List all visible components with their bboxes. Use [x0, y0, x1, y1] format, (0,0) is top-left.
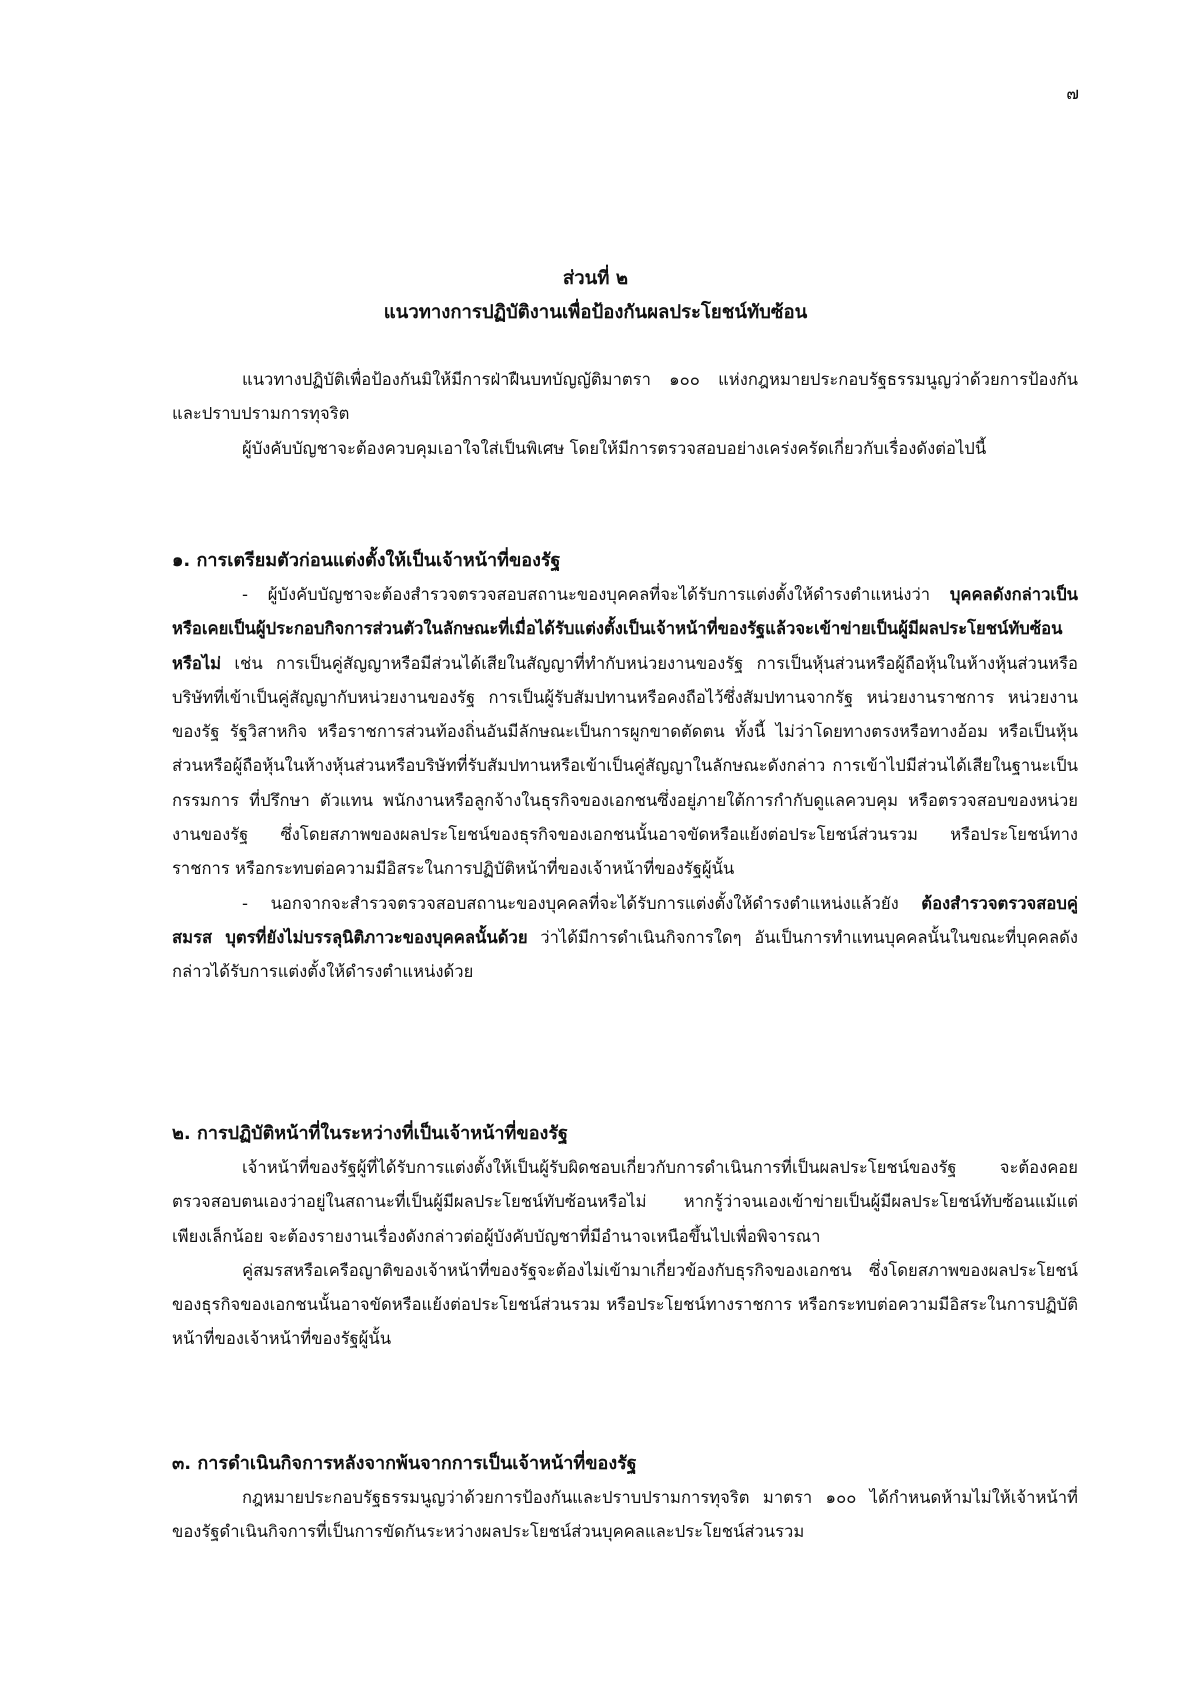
bold-text-run: ต้องสำรวจตรวจสอบคู่สมรส บุตรที่ยังไม่บรรลุนิติภาวะของบุคคลนั้นด้วย — [172, 893, 1078, 947]
section-title: แนวทางการปฏิบัติงานเพื่อป้องกันผลประโยชน์ทับซ้อน — [383, 302, 808, 323]
section-label: ส่วนที่ ๒ — [562, 268, 629, 289]
section-2 — [172, 1117, 1078, 1357]
section-3 — [172, 1447, 1078, 1550]
section-2-heading: ๒. การปฏิบัติหน้าที่ในระหว่างที่เป็นเจ้าหน้าที่ของรัฐ — [172, 1123, 568, 1144]
text-run: เช่น การเป็นคู่สัญญาหรือมีส่วนได้เสียในสัญญาที่ทำกับหน่วยงานของรัฐ การเป็นหุ้นส่วนหรือผู้ถือหุ้นในห้างหุ้นส่วนหรือบริษัทที่เข้าเป็นคู่สัญญากับหน่วยงานของรัฐ การเป็นผู้รับสัมปทานหรือคงถือไว้ซึ่งสัมปทานจากรัฐ หน่วยงานราชการ หน่วยงานของรัฐ รัฐวิสาหกิจ หรือราชการส่วนท้องถิ่นอันมีลักษณะเป็นการผูกขาดตัดตน ทั้งนี้ ไม่ว่าโดยทางตรงหรือทางอ้อม หรือเป็นหุ้นส่วนหรือผู้ถือหุ้นในห้างหุ้นส่วนหรือบริษัทที่รับสัมปทานหรือเข้าเป็นคู่สัญญาในลักษณะดังกล่าว การเข้าไปมีส่วนได้เสียในฐานะเป็นกรรมการ ที่ปรึกษา ตัวแทน พนักงานหรือลูกจ้างในธุรกิจของเอกชนซึ่งอยู่ภายใต้การกำกับดูแลควบคุม หรือตรวจสอบของหน่วยงานของรัฐ ซึ่งโดยสภาพของผลประโยชน์ของธุรกิจของเอกชนนั้นอาจขัดหรือแย้งต่อประโยชน์ส่วนรวม หรือประโยชน์ทางราชการ หรือกระทบต่อความมีอิสระในการปฏิบัติหน้าที่ของเจ้าหน้าที่ของรัฐผู้นั้น — [172, 653, 1078, 879]
section-1 — [172, 544, 1078, 990]
text-run: - นอกจากจะสำรวจตรวจสอบสถานะของบุคคลที่จะได้รับการแต่งตั้งให้ดำรงตำแหน่งแล้วยัง — [242, 893, 922, 913]
intro-block — [172, 363, 1078, 466]
section-3-paragraph: กฎหมายประกอบรัฐธรรมนูญว่าด้วยการป้องกันและปราบปรามการทุจริต มาตรา ๑๐๐ ได้กำหนดห้ามไม่ให้เจ้าหน้าที่ของรัฐดำเนินกิจการที่เป็นการขัดกันระหว่างผลประโยชน์ส่วนบุคคลและประโยชน์ส่วนรวม — [172, 1488, 1078, 1542]
section-2-paragraph: เจ้าหน้าที่ของรัฐผู้ที่ได้รับการแต่งตั้งให้เป็นผู้รับผิดชอบเกี่ยวกับการดำเนินการที่เป็นผลประโยชน์ของรัฐ จะต้องคอยตรวจสอบตนเองว่าอยู่ในสถานะที่เป็นผู้มีผลประโยชน์ทับซ้อนหรือไม่ หากรู้ว่าจนเองเข้าข่ายเป็นผู้มีผลประโยชน์ทับซ้อนแม้แต่เพียงเล็กน้อย จะต้องรายงานเรื่องดังกล่าวต่อผู้บังคับบัญชาที่มีอำนาจเหนือขึ้นไปเพื่อพิจารณา — [172, 1158, 1078, 1246]
intro-paragraph: ผู้บังคับบัญชาจะต้องควบคุมเอาใจใส่เป็นพิเศษ โดยให้มีการตรวจสอบอย่างเคร่งครัดเกี่ยวกับเรื่องดังต่อไปนี้ — [242, 438, 987, 458]
page-number: ๗ — [1066, 84, 1079, 104]
section-1-heading: ๑. การเตรียมตัวก่อนแต่งตั้งให้เป็นเจ้าหน้าที่ของรัฐ — [172, 550, 561, 571]
bold-text-run: บุคคลดังกล่าวเป็นหรือเคยเป็นผู้ประกอบกิจการส่วนตัวในลักษณะที่เมื่อได้รับแต่งตั้งเป็นเจ้าหน้าที่ของรัฐแล้วจะเข้าข่ายเป็นผู้มีผลประโยชน์ทับซ้อนหรือไม่ — [172, 585, 1078, 673]
text-run: - ผู้บังคับบัญชาจะต้องสำรวจตรวจสอบสถานะของบุคคลที่จะได้รับการแต่งตั้งให้ดำรงตำแหน่งว่า — [242, 585, 950, 604]
intro-paragraph: แนวทางปฏิบัติเพื่อป้องกันมิให้มีการฝ่าฝืนบทบัญญัติมาตรา ๑๐๐ แห่งกฎหมายประกอบรัฐธรรมนูญว่าด้วยการป้องกันและปราบปรามการทุจริต — [172, 370, 1078, 424]
section-1-paragraph — [172, 887, 1078, 990]
section-title-block — [0, 262, 1191, 330]
section-3-heading: ๓. การดำเนินกิจการหลังจากพ้นจากการเป็นเจ้าหน้าที่ของรัฐ — [172, 1453, 637, 1474]
section-1-paragraph — [172, 578, 1078, 887]
text-run: ว่าได้มีการดำเนินกิจการใดๆ อันเป็นการทำแทนบุคคลนั้นในขณะที่บุคคลดังกล่าวได้รับการแต่งตั้งให้ดำรงตำแหน่งด้วย — [172, 927, 1078, 982]
section-2-paragraph: คู่สมรสหรือเครือญาติของเจ้าหน้าที่ของรัฐจะต้องไม่เข้ามาเกี่ยวข้องกับธุรกิจของเอกชน ซึ่งโดยสภาพของผลประโยชน์ของธุรกิจของเอกชนนั้นอาจขัดหรือแย้งต่อประโยชน์ส่วนรวม หรือประโยชน์ทางราชการ หรือกระทบต่อความมีอิสระในการปฏิบัติหน้าที่ของเจ้าหน้าที่ของรัฐผู้นั้น — [172, 1260, 1078, 1349]
